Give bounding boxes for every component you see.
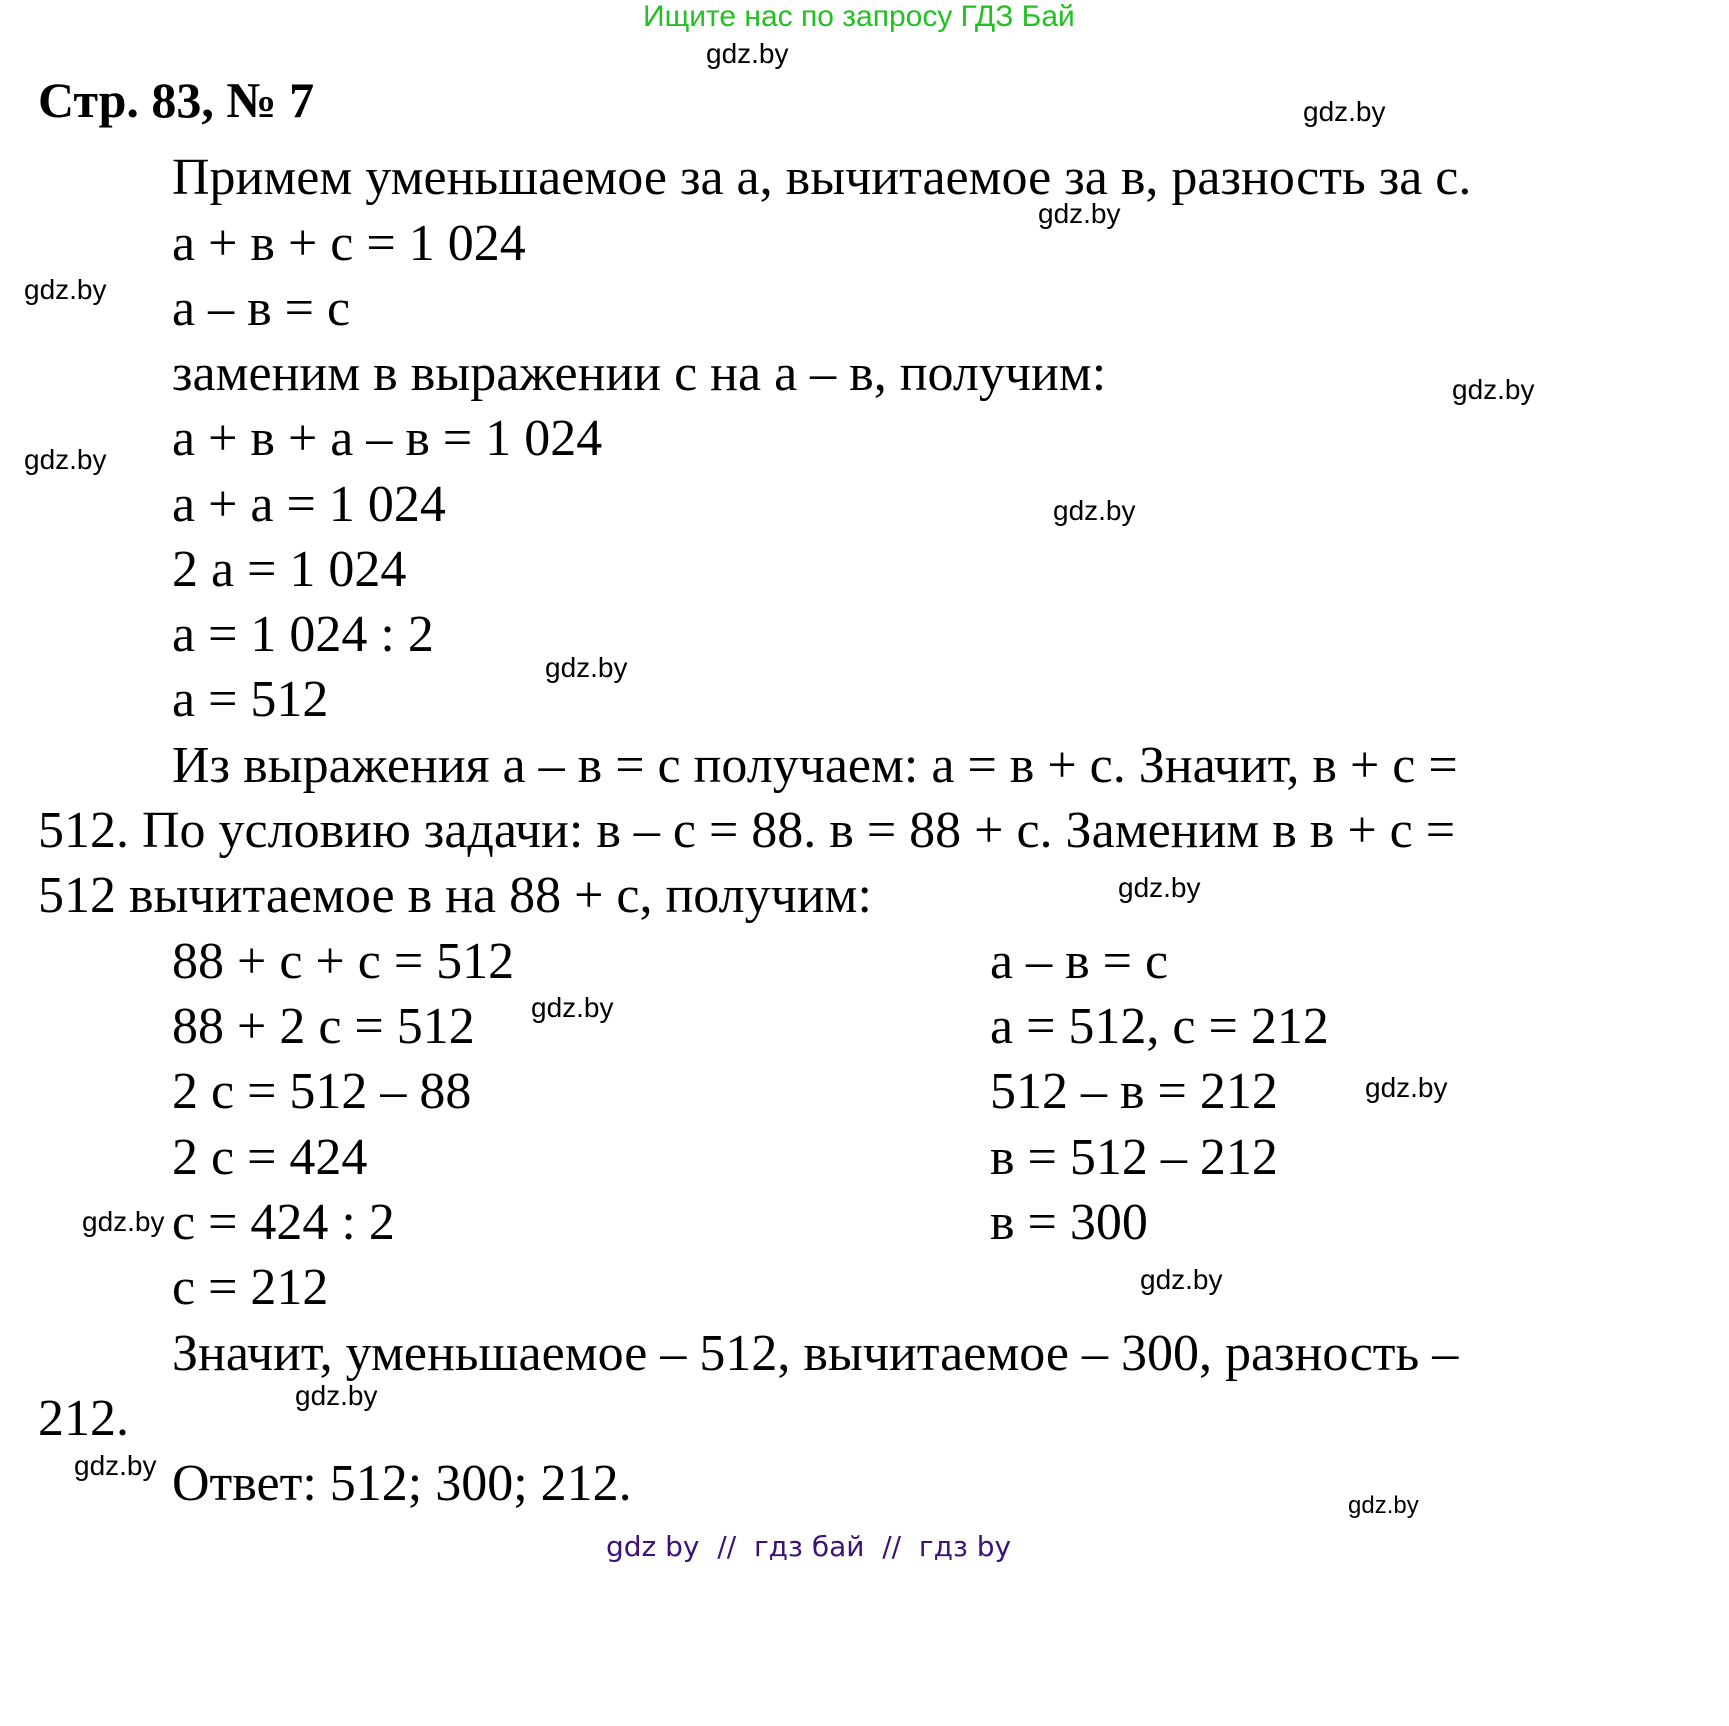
- text-line: Примем уменьшаемое за а, вычитаемое за в, разность за с.: [172, 149, 1472, 206]
- search-banner[interactable]: Ищите нас по запросу ГДЗ Бай: [643, 0, 1075, 33]
- equation-line: 88 + с + с = 512: [172, 933, 515, 990]
- text-line: Из выражения а – в = с получаем: а = в + с. Значит, в + с =: [172, 737, 1458, 794]
- equation-line: с = 424 : 2: [172, 1194, 395, 1251]
- watermark: gdz.by: [531, 992, 614, 1023]
- watermark: gdz.by: [1038, 198, 1121, 229]
- answer-line: Ответ: 512; 300; 212.: [172, 1455, 632, 1512]
- equation-line: а + в + с = 1 024: [172, 215, 526, 272]
- equation-line: а – в = с: [990, 933, 1169, 990]
- equation-line: а = 1 024 : 2: [172, 606, 434, 663]
- text-line: заменим в выражении с на а – в, получим:: [172, 345, 1107, 402]
- watermark: gdz.by: [74, 1450, 157, 1481]
- equation-line: с = 212: [172, 1259, 329, 1316]
- watermark: gdz.by: [1365, 1072, 1448, 1103]
- equation-line: а + а = 1 024: [172, 476, 446, 533]
- watermark: gdz.by: [545, 652, 628, 683]
- watermark: gdz.by: [1348, 1492, 1419, 1519]
- equation-line: а = 512: [172, 671, 329, 728]
- page-title: Стр. 83, № 7: [38, 72, 315, 128]
- watermark: gdz.by: [706, 38, 789, 69]
- watermark: gdz.by: [24, 274, 107, 305]
- equation-line: 2 с = 424: [172, 1129, 368, 1186]
- text-line: 512. По условию задачи: в – с = 88. в = 88 + с. Заменим в в + с =: [38, 802, 1456, 859]
- watermark: gdz.by: [1452, 374, 1535, 405]
- watermark: gdz.by: [24, 444, 107, 475]
- watermark: gdz.by: [82, 1206, 165, 1237]
- watermark: gdz.by: [1303, 96, 1386, 127]
- watermark: gdz.by: [1118, 872, 1201, 903]
- conclusion-line: Значит, уменьшаемое – 512, вычитаемое – 300, разность –: [172, 1325, 1459, 1382]
- equation-line: 2 с = 512 – 88: [172, 1063, 472, 1120]
- equation-line: 88 + 2 с = 512: [172, 998, 475, 1055]
- equation-line: а = 512, с = 212: [990, 998, 1329, 1055]
- equation-line: а + в + а – в = 1 024: [172, 410, 603, 467]
- watermark: gdz.by: [1053, 495, 1136, 526]
- equation-line: 512 – в = 212: [990, 1063, 1278, 1120]
- equation-line: в = 512 – 212: [990, 1129, 1278, 1186]
- conclusion-line: 212.: [38, 1390, 129, 1447]
- equation-line: в = 300: [990, 1194, 1148, 1251]
- watermark: gdz.by: [1140, 1264, 1223, 1295]
- text-line: 512 вычитаемое в на 88 + с, получим:: [38, 867, 872, 924]
- watermark: gdz.by: [295, 1380, 378, 1411]
- equation-line: а – в = с: [172, 280, 351, 337]
- equation-line: 2 а = 1 024: [172, 541, 407, 598]
- footer-links[interactable]: gdz by // гдз бай // гдз by: [606, 1530, 1012, 1563]
